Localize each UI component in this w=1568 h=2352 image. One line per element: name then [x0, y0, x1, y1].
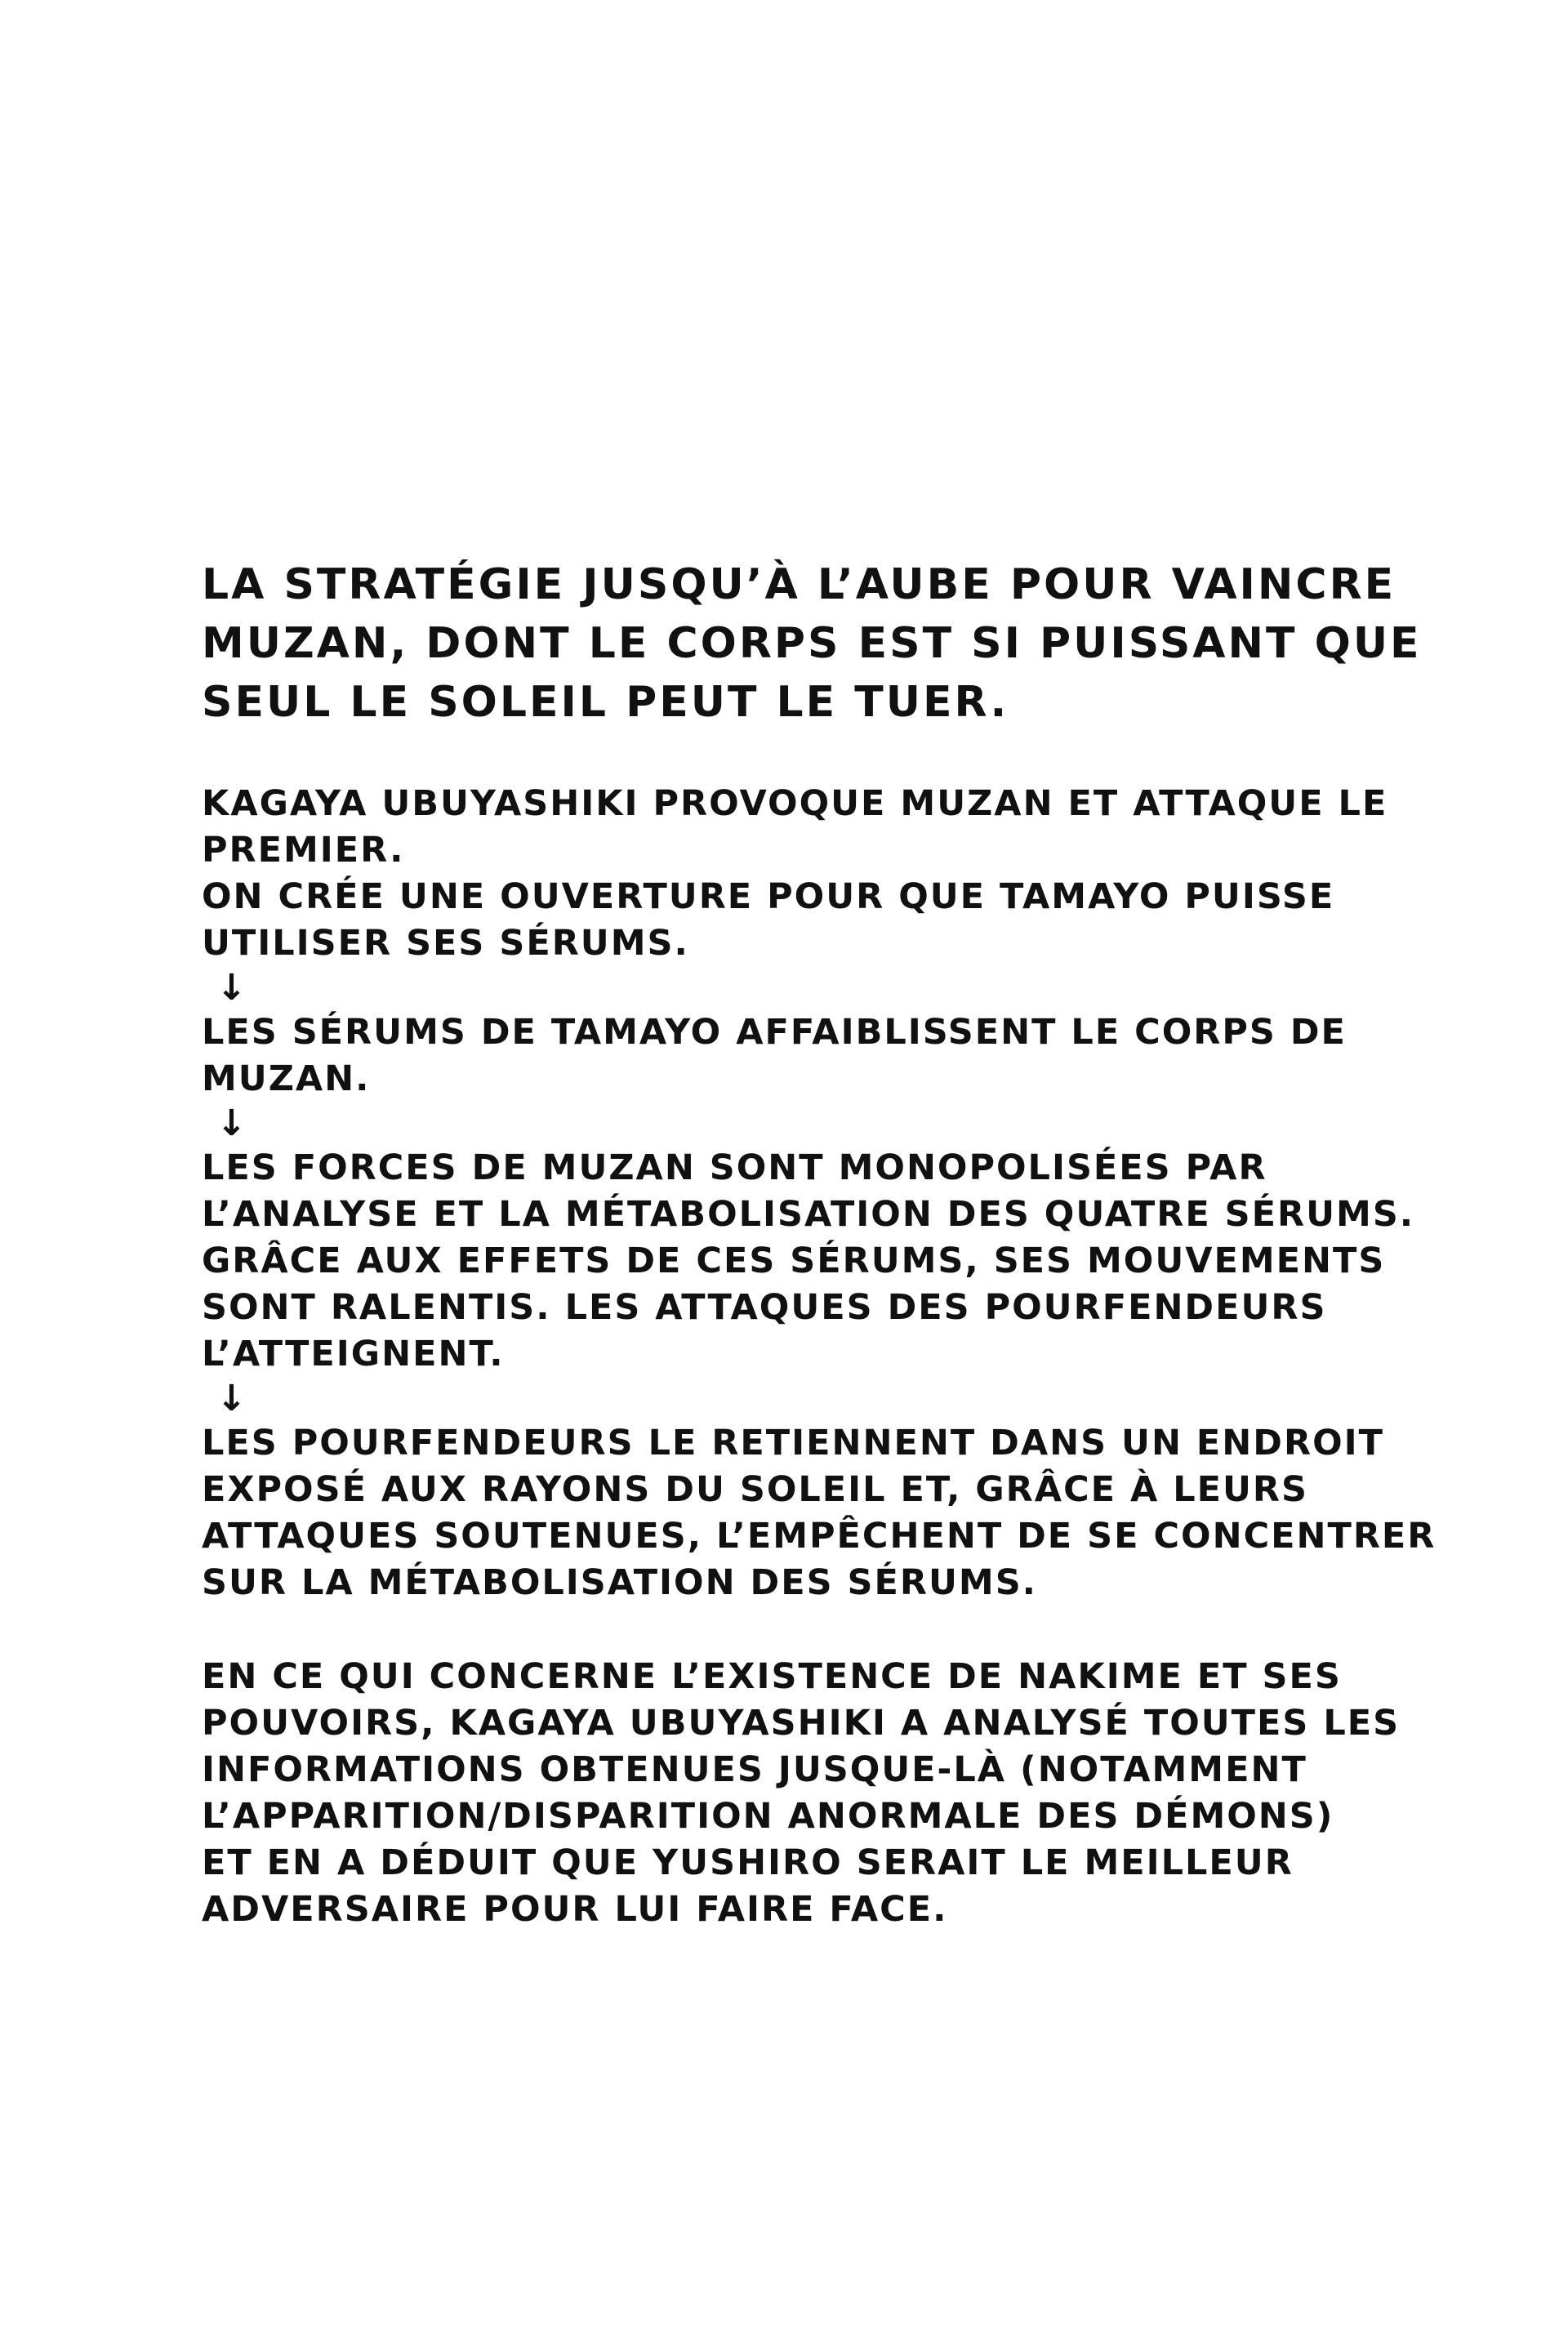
text-line: SONT RALENTIS. LES ATTAQUES DES POURFENDEURS: [202, 1287, 1327, 1328]
text-line: ATTAQUES SOUTENUES, L’EMPÊCHENT DE SE CONCENTRER: [202, 1516, 1437, 1557]
down-arrow-icon: ↓: [216, 1102, 247, 1144]
text-line: LES FORCES DE MUZAN SONT MONOPOLISÉES PAR: [202, 1147, 1267, 1188]
text-line: MUZAN.: [202, 1058, 371, 1099]
spacer: [202, 1606, 1378, 1654]
closing-paragraph: [202, 1654, 1401, 1933]
text-block: [202, 555, 1437, 1933]
text-line: L’ANALYSE ET LA MÉTABOLISATION DES QUATRE SÉRUMS.: [202, 1194, 1415, 1235]
text-line: L’ATTEIGNENT.: [202, 1334, 505, 1374]
down-arrow-icon: ↓: [216, 1378, 247, 1419]
text-line: LES POURFENDEURS LE RETIENNENT DANS UN ENDROIT: [202, 1423, 1384, 1463]
title-line: MUZAN, DONT LE CORPS EST SI PUISSANT QUE: [202, 619, 1422, 668]
spacer: [202, 732, 1378, 781]
text-line: INFORMATIONS OBTENUES JUSQUE-LÀ (NOTAMMENT: [202, 1749, 1307, 1790]
text-line: POUVOIRS, KAGAYA UBUYASHIKI A ANALYSÉ TOUTES LES: [202, 1703, 1401, 1744]
flow-step-1: [202, 781, 1388, 967]
text-line: UTILISER SES SÉRUMS.: [202, 923, 689, 964]
title-line: SEUL LE SOLEIL PEUT LE TUER.: [202, 678, 1009, 727]
flow-step-4: [202, 1420, 1437, 1606]
text-line: EXPOSÉ AUX RAYONS DU SOLEIL ET, GRÂCE À LEURS: [202, 1469, 1308, 1510]
page-title: [202, 555, 1422, 732]
text-line: PREMIER.: [202, 830, 405, 871]
title-line: LA STRATÉGIE JUSQU’À L’AUBE POUR VAINCRE: [202, 560, 1396, 609]
text-line: EN CE QUI CONCERNE L’EXISTENCE DE NAKIME ET SES: [202, 1656, 1342, 1697]
text-line: L’APPARITION/DISPARITION ANORMALE DES DÉMONS): [202, 1796, 1334, 1837]
strategy-flow: [202, 781, 1437, 1606]
flow-step-2: [202, 1009, 1378, 1102]
text-line: SUR LA MÉTABOLISATION DES SÉRUMS.: [202, 1562, 1038, 1603]
text-line: ON CRÉE UNE OUVERTURE POUR QUE TAMAYO PUISSE: [202, 876, 1335, 917]
text-line: GRÂCE AUX EFFETS DE CES SÉRUMS, SES MOUVEMENTS: [202, 1241, 1386, 1281]
text-line: ADVERSAIRE POUR LUI FAIRE FACE.: [202, 1889, 948, 1930]
text-line: LES SÉRUMS DE TAMAYO AFFAIBLISSENT LE CORPS DE: [202, 1012, 1347, 1053]
down-arrow-icon: ↓: [216, 967, 247, 1009]
text-line: ET EN A DÉDUIT QUE YUSHIRO SERAIT LE MEILLEUR: [202, 1842, 1294, 1883]
flow-step-3: [202, 1145, 1415, 1378]
text-line: KAGAYA UBUYASHIKI PROVOQUE MUZAN ET ATTAQUE LE: [202, 783, 1388, 824]
